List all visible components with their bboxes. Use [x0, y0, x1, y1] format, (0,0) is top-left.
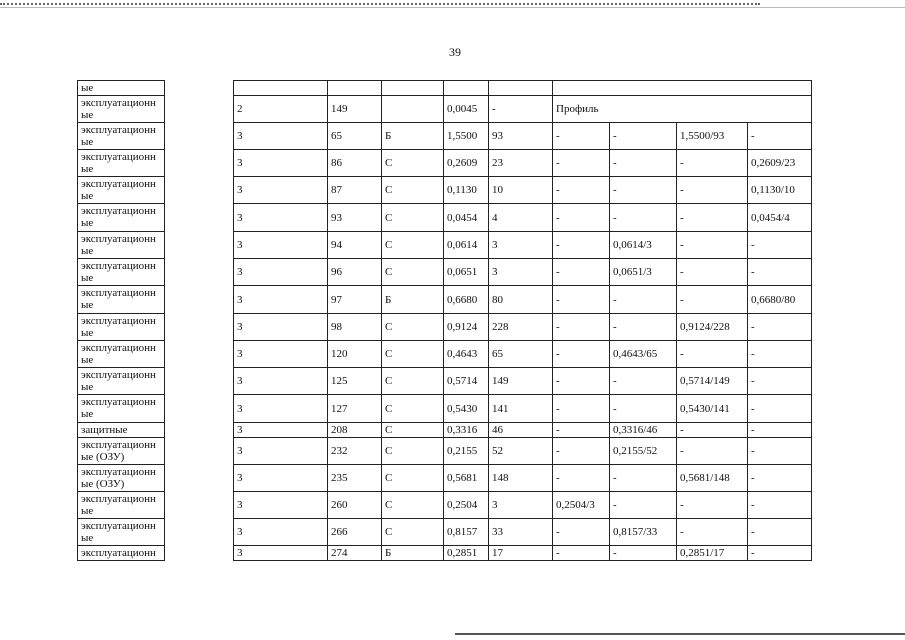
cell-p2: 0,8157/33 [610, 519, 677, 546]
cell-c2: 232 [328, 438, 382, 465]
cell-c5: 46 [489, 423, 553, 438]
cell-c2: 125 [328, 368, 382, 395]
cell-c1: 3 [234, 423, 328, 438]
cell-p2: 0,0651/3 [610, 259, 677, 286]
cell-c3: С [382, 341, 444, 368]
cell-c3: С [382, 204, 444, 232]
cell-p3: - [677, 519, 748, 546]
cell-c2: 96 [328, 259, 382, 286]
table-row [78, 259, 812, 286]
cell-p1: - [553, 341, 610, 368]
cell-name: эксплуатационн ые [78, 177, 165, 204]
cell-gap [165, 368, 234, 395]
cell-p1: - [553, 519, 610, 546]
table-row [78, 314, 812, 341]
cell-name: эксплуатационн ые (ОЗУ) [78, 438, 165, 465]
table-row [78, 123, 812, 150]
cell-gap [165, 150, 234, 177]
cell-p2: - [610, 395, 677, 423]
cell-c4: 0,2504 [444, 492, 489, 519]
table-row [78, 423, 812, 438]
cell-p3: - [677, 341, 748, 368]
cell-p1: - [553, 286, 610, 314]
cell-c3: С [382, 232, 444, 259]
cell-name: эксплуатационн ые [78, 204, 165, 232]
cell-c4: 0,5430 [444, 395, 489, 423]
cell-c1: 3 [234, 204, 328, 232]
cell-c2: 235 [328, 465, 382, 492]
cell-gap [165, 314, 234, 341]
cell-p3: 0,5681/148 [677, 465, 748, 492]
cell-c2: 98 [328, 314, 382, 341]
cell-p3: - [677, 150, 748, 177]
table-row [78, 368, 812, 395]
cell-c4: 0,5681 [444, 465, 489, 492]
cell-c3: С [382, 259, 444, 286]
cell-p3: - [677, 438, 748, 465]
table-row [78, 546, 812, 561]
cell-p3: 1,5500/93 [677, 123, 748, 150]
cell-p3: - [677, 259, 748, 286]
cell-p4: 0,1130/10 [748, 177, 812, 204]
table-row [78, 177, 812, 204]
cell-p4: - [748, 519, 812, 546]
cell-c5: 3 [489, 259, 553, 286]
cell-c5: 23 [489, 150, 553, 177]
cell-c4: 0,0614 [444, 232, 489, 259]
table-row [78, 232, 812, 259]
cell-c3: Б [382, 286, 444, 314]
cell-name: эксплуатационн ые [78, 395, 165, 423]
cell-c4: 0,3316 [444, 423, 489, 438]
cell-c3: С [382, 465, 444, 492]
cell-p4: - [748, 438, 812, 465]
cell-gap [165, 204, 234, 232]
cell-c3: С [382, 492, 444, 519]
table-row [78, 519, 812, 546]
cell-c3: Б [382, 546, 444, 561]
cell-p3: 0,2851/17 [677, 546, 748, 561]
cell-c5: 4 [489, 204, 553, 232]
cell-c5: 17 [489, 546, 553, 561]
cell-p1: - [553, 395, 610, 423]
cell-p4: - [748, 314, 812, 341]
cell-p3: - [677, 232, 748, 259]
table-row [78, 286, 812, 314]
scan-edge-line [0, 7, 905, 8]
cell-p1: - [553, 232, 610, 259]
cell-col3 [382, 96, 444, 123]
cell-c2: 260 [328, 492, 382, 519]
cell-c2: 208 [328, 423, 382, 438]
cell-gap [165, 465, 234, 492]
table-row-top [78, 81, 812, 96]
cell-p3: - [677, 204, 748, 232]
cell-c4: 0,0454 [444, 204, 489, 232]
cell-c1: 3 [234, 519, 328, 546]
cell-name: эксплуатационн ые [78, 368, 165, 395]
cell-gap [165, 96, 234, 123]
cell-name: эксплуатационн ые [78, 492, 165, 519]
cell-p2: - [610, 314, 677, 341]
cell-name: эксплуатационн ые [78, 286, 165, 314]
table-row [78, 465, 812, 492]
cell-c4: 1,5500 [444, 123, 489, 150]
cell-c1: 3 [234, 150, 328, 177]
cell-gap [165, 123, 234, 150]
cell-c3: С [382, 519, 444, 546]
cell-p1: - [553, 465, 610, 492]
cell-c5: 148 [489, 465, 553, 492]
cell-p1: - [553, 438, 610, 465]
cell-p1: - [553, 546, 610, 561]
table-row [78, 341, 812, 368]
cell-c1: 3 [234, 286, 328, 314]
cell-c5: 65 [489, 341, 553, 368]
cell-col1: 2 [234, 96, 328, 123]
cell-gap [165, 423, 234, 438]
cell-c5: 93 [489, 123, 553, 150]
cell-c1: 3 [234, 177, 328, 204]
cell-p3: - [677, 492, 748, 519]
cell-p4: 0,2609/23 [748, 150, 812, 177]
cell-c3: С [382, 395, 444, 423]
cell-p1: - [553, 123, 610, 150]
cell-c5: 10 [489, 177, 553, 204]
cell-gap [165, 81, 234, 96]
cell-c2: 274 [328, 546, 382, 561]
cell-p2: 0,3316/46 [610, 423, 677, 438]
cell-col5: - [489, 96, 553, 123]
cell-c1: 3 [234, 368, 328, 395]
cell-p2: 0,0614/3 [610, 232, 677, 259]
cell-c1: 3 [234, 259, 328, 286]
cell-c2: 266 [328, 519, 382, 546]
cell-p1: - [553, 423, 610, 438]
cell-c5: 3 [489, 232, 553, 259]
cell-name: эксплуатационн ые [78, 314, 165, 341]
cell-p2: - [610, 546, 677, 561]
cell-c2: 94 [328, 232, 382, 259]
cell-c5: 141 [489, 395, 553, 423]
cell-c4: 0,4643 [444, 341, 489, 368]
cell-p2: - [610, 368, 677, 395]
cell-c3: С [382, 423, 444, 438]
table-row [78, 438, 812, 465]
cell-p3: - [677, 177, 748, 204]
cell-name: эксплуатационн ые [78, 123, 165, 150]
data-table [77, 80, 812, 561]
cell-p3: 0,5714/149 [677, 368, 748, 395]
cell-p4: - [748, 232, 812, 259]
cell-name: эксплуатационн ые [78, 150, 165, 177]
cell-p1: - [553, 204, 610, 232]
cell-p4: - [748, 123, 812, 150]
cell-gap [165, 259, 234, 286]
cell-p3: 0,5430/141 [677, 395, 748, 423]
cell-c5: 52 [489, 438, 553, 465]
cell-c1: 3 [234, 232, 328, 259]
cell-p2: - [610, 123, 677, 150]
cell-c4: 0,1130 [444, 177, 489, 204]
cell-name: эксплуатационн ые [78, 259, 165, 286]
table-row [78, 204, 812, 232]
cell-c2: 65 [328, 123, 382, 150]
page-number: 39 [449, 45, 461, 59]
cell-c4: 0,0651 [444, 259, 489, 286]
cell-p2: - [610, 177, 677, 204]
cell-gap [165, 492, 234, 519]
cell-name: эксплуатационн ые [78, 341, 165, 368]
cell-c5: 80 [489, 286, 553, 314]
scan-edge-top [0, 3, 760, 5]
cell-c3: С [382, 438, 444, 465]
cell-p4: - [748, 546, 812, 561]
cell-p4: - [748, 465, 812, 492]
cell-gap [165, 286, 234, 314]
cell-c2: 97 [328, 286, 382, 314]
cell-c1: 3 [234, 465, 328, 492]
cell-p1: - [553, 314, 610, 341]
cell-name: ые [78, 81, 165, 96]
cell-c2: 87 [328, 177, 382, 204]
cell-c3: С [382, 177, 444, 204]
cell-p3: - [677, 423, 748, 438]
cell-c3: С [382, 368, 444, 395]
table-row [78, 395, 812, 423]
cell-gap [165, 232, 234, 259]
cell-c1: 3 [234, 395, 328, 423]
cell-c2: 127 [328, 395, 382, 423]
cell-c2: 93 [328, 204, 382, 232]
cell-p1: - [553, 177, 610, 204]
scan-edge-bottom [455, 633, 905, 635]
cell-p1: - [553, 259, 610, 286]
cell-c5: 33 [489, 519, 553, 546]
cell-c4: 0,8157 [444, 519, 489, 546]
profile-label: Профиль [553, 96, 812, 123]
cell-c4: 0,9124 [444, 314, 489, 341]
cell-c4: 0,6680 [444, 286, 489, 314]
cell-c1: 3 [234, 546, 328, 561]
cell-gap [165, 341, 234, 368]
cell-p4: - [748, 259, 812, 286]
cell-name: эксплуатационн ые [78, 96, 165, 123]
cell-p2: 0,4643/65 [610, 341, 677, 368]
cell-p2: 0,2155/52 [610, 438, 677, 465]
cell-p4: - [748, 341, 812, 368]
cell-p4: - [748, 423, 812, 438]
cell-c2: 86 [328, 150, 382, 177]
cell-p2: - [610, 204, 677, 232]
cell-name: защитные [78, 423, 165, 438]
cell-p2: - [610, 465, 677, 492]
cell-c3: Б [382, 123, 444, 150]
cell-gap [165, 546, 234, 561]
cell-p1: - [553, 368, 610, 395]
cell-name: эксплуатационн [78, 546, 165, 561]
cell-c2: 120 [328, 341, 382, 368]
cell-p3: - [677, 286, 748, 314]
cell-c1: 3 [234, 438, 328, 465]
cell-c5: 3 [489, 492, 553, 519]
cell-col4: 0,0045 [444, 96, 489, 123]
cell-c5: 149 [489, 368, 553, 395]
table-row [78, 150, 812, 177]
cell-gap [165, 438, 234, 465]
cell-c4: 0,2609 [444, 150, 489, 177]
cell-c3: С [382, 150, 444, 177]
cell-gap [165, 177, 234, 204]
cell-p2: - [610, 150, 677, 177]
cell-c4: 0,5714 [444, 368, 489, 395]
cell-c1: 3 [234, 492, 328, 519]
cell-c3: С [382, 314, 444, 341]
cell-col2: 149 [328, 96, 382, 123]
cell-p4: 0,6680/80 [748, 286, 812, 314]
cell-p3: 0,9124/228 [677, 314, 748, 341]
cell-p1: 0,2504/3 [553, 492, 610, 519]
cell-name: эксплуатационн ые [78, 232, 165, 259]
cell-c4: 0,2851 [444, 546, 489, 561]
table-row-profile [78, 96, 812, 123]
cell-p4: - [748, 395, 812, 423]
cell-c1: 3 [234, 314, 328, 341]
cell-p2: - [610, 286, 677, 314]
cell-name: эксплуатационн ые (ОЗУ) [78, 465, 165, 492]
cell-p2: - [610, 492, 677, 519]
cell-c1: 3 [234, 341, 328, 368]
cell-p4: - [748, 368, 812, 395]
cell-c1: 3 [234, 123, 328, 150]
cell-gap [165, 519, 234, 546]
table-row [78, 492, 812, 519]
cell-p4: - [748, 492, 812, 519]
cell-gap [165, 395, 234, 423]
cell-c4: 0,2155 [444, 438, 489, 465]
cell-p4: 0,0454/4 [748, 204, 812, 232]
cell-p1: - [553, 150, 610, 177]
cell-c5: 228 [489, 314, 553, 341]
cell-name: эксплуатационн ые [78, 519, 165, 546]
